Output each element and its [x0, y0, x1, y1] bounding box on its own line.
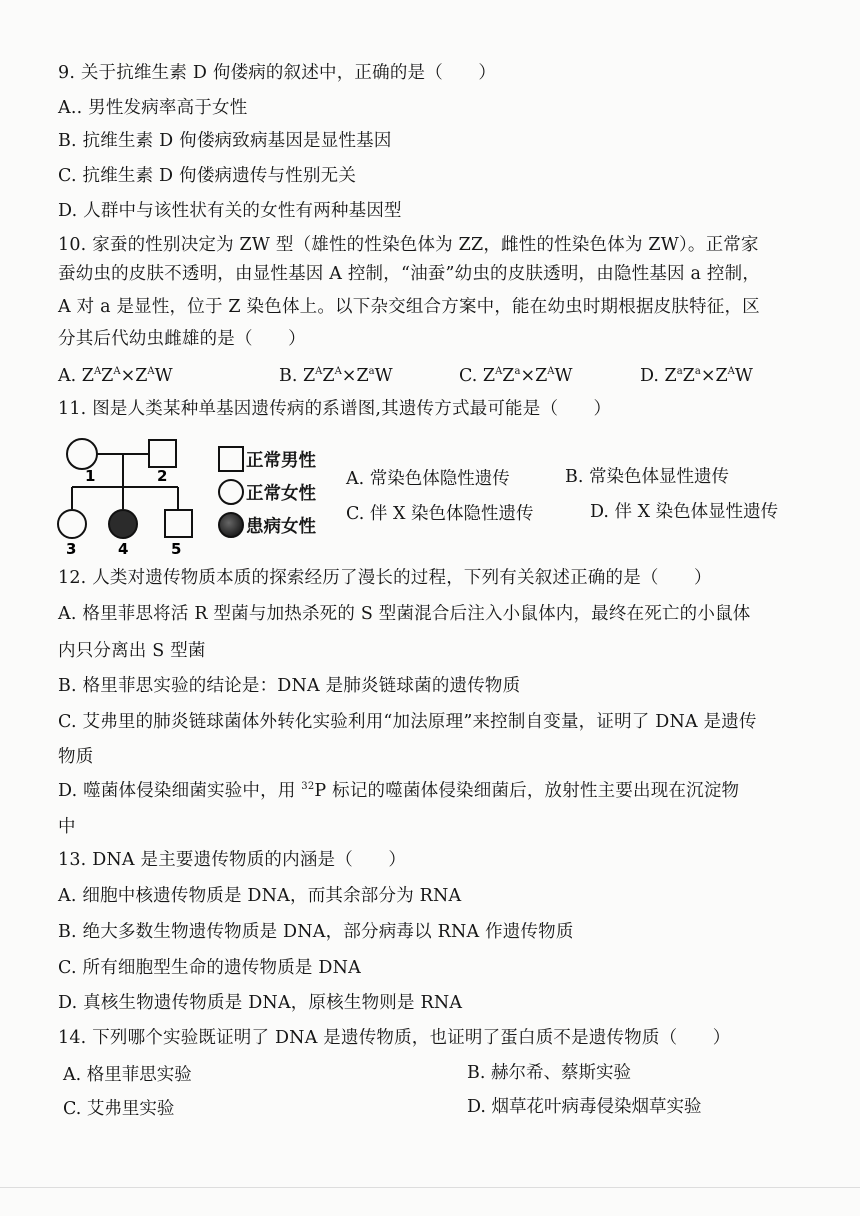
legend-normal-female: 正常女性: [218, 477, 316, 507]
q11-stem: 11. 图是人类某种单基因遗传病的系谱图,其遗传方式最可能是（ ）: [58, 399, 612, 419]
q10-option-d: D. $Z^aZ^a\times Z^AW$: [640, 366, 753, 386]
q11-option-d: D. 伴 X 染色体显性遗传: [590, 502, 779, 522]
q12-option-c-line-2: 物质: [58, 747, 94, 767]
q11-option-b: B. 常染色体显性遗传: [565, 467, 729, 487]
q12-option-a-line-2: 内只分离出 S 型菌: [58, 641, 206, 661]
q10-stem-line-4: 分其后代幼虫雌雄的是（ ）: [58, 329, 306, 349]
q13-option-c: C. 所有细胞型生命的遗传物质是 DNA: [58, 958, 361, 978]
q11-option-c: C. 伴 X 染色体隐性遗传: [346, 504, 534, 524]
q14-option-c: C. 艾弗里实验: [63, 1099, 175, 1119]
pedigree-individual-2: [149, 440, 176, 467]
q10-option-c: C. $Z^AZ^a\times Z^AW$: [459, 366, 573, 386]
q9-stem: 9. 关于抗维生素 D 佝偻病的叙述中，正确的是（ ）: [58, 63, 497, 83]
pedigree-number-1: 1: [85, 467, 96, 485]
q9-option-a: A.. 男性发病率高于女性: [58, 98, 248, 118]
pedigree-number-2: 2: [157, 467, 168, 485]
square-icon: [218, 446, 244, 472]
legend-affected-female: 患病女性: [218, 510, 316, 540]
q9-option-d: D. 人群中与该性状有关的女性有两种基因型: [58, 201, 402, 221]
circle-icon: [218, 479, 244, 505]
q11-option-a: A. 常染色体隐性遗传: [346, 469, 510, 489]
pedigree-chart: [56, 432, 206, 558]
q14-option-a: A. 格里菲思实验: [63, 1065, 192, 1085]
q12-option-d-line-1: D. 噬菌体侵染细菌实验中，用 $^{32}$P 标记的噬菌体侵染细菌后，放射性主要出现在沉淀物: [58, 781, 740, 801]
q14-stem: 14. 下列哪个实验既证明了 DNA 是遗传物质，也证明了蛋白质不是遗传物质（ ）: [58, 1028, 731, 1048]
q10-stem-line-2: 蚕幼虫的皮肤不透明，由显性基因 A 控制，“油蚕”幼虫的皮肤透明，由隐性基因 a 控制，: [58, 264, 761, 284]
q10-stem-line-1: 10. 家蚕的性别决定为 ZW 型（雄性的性染色体为 ZZ，雌性的性染色体为 ZW）。正常家: [58, 235, 759, 255]
q14-option-b: B. 赫尔希、蔡斯实验: [467, 1063, 631, 1083]
q12-option-c-line-1: C. 艾弗里的肺炎链球菌体外转化实验利用“加法原理”来控制自变量，证明了 DNA 是遗传: [58, 712, 757, 732]
pedigree-individual-4: [109, 510, 137, 538]
q9-option-c: C. 抗维生素 D 佝偻病遗传与性别无关: [58, 166, 357, 186]
pedigree-individual-5: [165, 510, 192, 537]
q12-option-a-line-1: A. 格里菲思将活 R 型菌与加热杀死的 S 型菌混合后注入小鼠体内，最终在死亡的小鼠体: [58, 604, 751, 624]
q10-option-b: B. $Z^AZ^A\times Z^aW$: [279, 366, 393, 386]
pedigree-number-4: 4: [118, 540, 129, 558]
pedigree-individual-1: [67, 439, 97, 469]
pedigree-number-3: 3: [66, 540, 77, 558]
q12-stem: 12. 人类对遗传物质本质的探索经历了漫长的过程，下列有关叙述正确的是（ ）: [58, 568, 712, 588]
q9-option-b: B. 抗维生素 D 佝偻病致病基因是显性基因: [58, 131, 392, 151]
pedigree-individual-3: [58, 510, 86, 538]
q12-option-d-line-2: 中: [58, 817, 76, 837]
legend-normal-male: 正常男性: [218, 444, 316, 474]
filled-circle-icon: [218, 512, 244, 538]
pedigree-number-5: 5: [171, 540, 182, 558]
q10-stem-line-3: A 对 a 是显性，位于 Z 染色体上。以下杂交组合方案中，能在幼虫时期根据皮肤特征，区: [58, 297, 760, 317]
q12-option-b: B. 格里菲思实验的结论是：DNA 是肺炎链球菌的遗传物质: [58, 676, 521, 696]
page-bottom-divider: [0, 1187, 860, 1188]
q13-option-b: B. 绝大多数生物遗传物质是 DNA，部分病毒以 RNA 作遗传物质: [58, 922, 574, 942]
q13-option-a: A. 细胞中核遗传物质是 DNA，而其余部分为 RNA: [58, 886, 462, 906]
q10-option-a: A. $Z^AZ^A\times Z^AW$: [58, 366, 173, 386]
q13-option-d: D. 真核生物遗传物质是 DNA，原核生物则是 RNA: [58, 993, 463, 1013]
q13-stem: 13. DNA 是主要遗传物质的内涵是（ ）: [58, 850, 407, 870]
q14-option-d: D. 烟草花叶病毒侵染烟草实验: [467, 1097, 702, 1117]
